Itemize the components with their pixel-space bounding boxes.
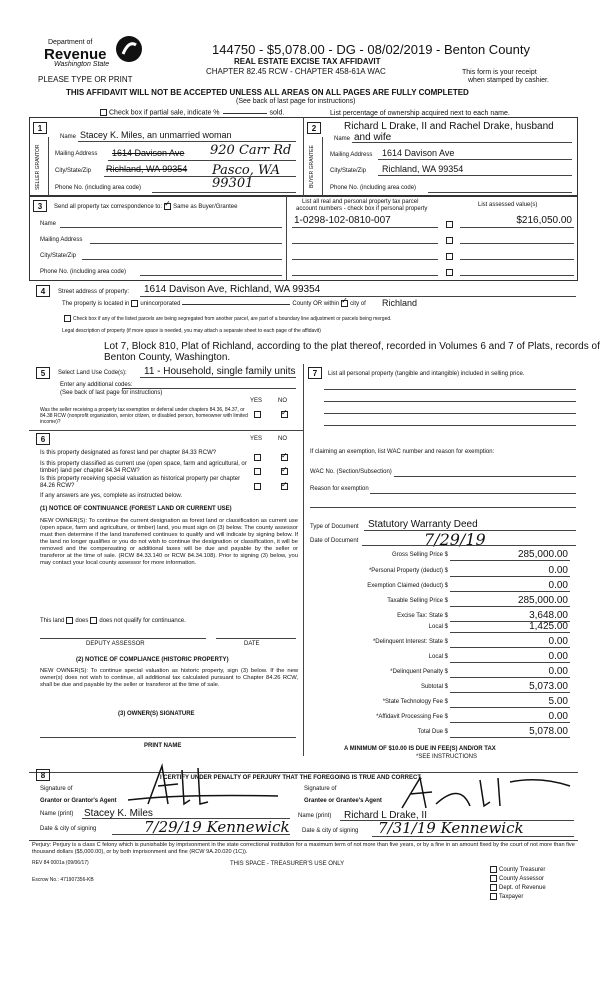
does-not-label: does not qualify for continuance. — [99, 618, 186, 625]
fee-label: Gross Selling Price $ — [391, 552, 448, 558]
section-3-number: 3 — [33, 200, 47, 212]
seller-phone-label: Phone No. (including area code) — [55, 185, 142, 191]
legal-desc-label: Legal description of property (if more space is needed, you may attach a separate sheet to each page of the affidavit) — [62, 328, 321, 334]
this-land-label: This land — [40, 618, 65, 625]
sec3-mailing-label: Mailing Address — [40, 237, 83, 243]
sec6-q3: Is this property receiving special valuation as historical property per chapter 84.26 RCW? — [40, 476, 241, 489]
seller-city-handwritten: Pasco, WA 99301 — [212, 163, 281, 191]
section-4-number: 4 — [36, 285, 50, 297]
copy-item: County Assessor — [488, 875, 544, 883]
qualifies-checkbox[interactable] — [66, 617, 73, 624]
copy-item: County Treasurer — [488, 866, 545, 874]
assessed-value-field[interactable]: $216,050.00 — [516, 215, 572, 226]
legal-desc-line1[interactable]: Lot 7, Block 810, Plat of Richland, according to the plat thereof, recorded in Volumes 6 and 7 of Plats, records of — [104, 341, 600, 352]
fee-label: Subtotal $ — [420, 684, 448, 690]
sec6-q2: Is this property classified as current use (open space, farm and agricultural, or timber) land per chapter 84.34 RCW? — [40, 461, 247, 474]
section-2-number: 2 — [307, 122, 321, 134]
street-address-field[interactable]: 1614 Davison Ave, Richland, WA 99354 — [144, 284, 321, 295]
doc-date-label: Date of Document — [310, 538, 359, 544]
receipt-note-2: when stamped by cashier. — [468, 77, 549, 84]
seller-mailing-label: Mailing Address — [55, 151, 98, 157]
personal-property-checkbox-3[interactable] — [446, 253, 453, 260]
sec3-name-label: Name — [40, 221, 57, 227]
sec3-phone-label: Phone No. (including area code) — [40, 269, 127, 275]
unincorporated-label: unincorporated — [140, 301, 181, 308]
parcel-number-field[interactable]: 1-0298-102-0810-007 — [294, 215, 391, 226]
sec6-q1-yes[interactable] — [254, 454, 261, 461]
doc-type-label: Type of Document — [310, 524, 359, 530]
segregated-row — [62, 315, 392, 322]
city-of-checkbox[interactable] — [341, 300, 348, 307]
send-correspondence-label: Send all property tax correspondence to: — [54, 204, 163, 211]
seller-mailing-handwritten: 920 Carr Rd — [210, 143, 292, 158]
form-title: REAL ESTATE EXCISE TAX AFFIDAVIT — [234, 57, 381, 66]
buyer-mailing-label: Mailing Address — [330, 152, 373, 158]
sec6-q3-yes[interactable] — [254, 483, 261, 490]
parcel-header-1: List all real and personal property tax parcel — [302, 199, 419, 205]
grantor-agent-label: Grantor or Grantor's Agent — [40, 798, 117, 804]
see-back-label-5: (See back of last page for instructions) — [60, 390, 163, 396]
fee-value[interactable]: 5.00 — [548, 696, 568, 707]
grantee-date-handwritten[interactable]: 7/31/19 Kennewick — [378, 819, 524, 837]
form-chapter: CHAPTER 82.45 RCW - CHAPTER 458-61A WAC — [206, 67, 386, 76]
sec6-q2-no[interactable] — [281, 468, 288, 475]
print-name-label: PRINT NAME — [144, 743, 182, 749]
unincorporated-checkbox[interactable] — [131, 300, 138, 307]
sec6-q1: Is this property designated as forest land per chapter 84.33 RCW? — [40, 450, 217, 456]
segregated-checkbox[interactable] — [64, 315, 71, 322]
land-use-field[interactable]: 11 - Household, single family units — [144, 366, 296, 377]
city-of-label: city of — [350, 301, 366, 308]
fee-label: Local $ — [428, 624, 448, 630]
seller-side-label: SELLER GRANTOR — [35, 144, 41, 190]
send-correspondence-row — [54, 203, 237, 211]
grantor-date-label: Date & city of signing — [40, 826, 97, 832]
personal-property-label: List all personal property (tangible and intangible) included in selling price. — [328, 371, 525, 377]
additional-codes-label: Enter any additional codes: — [60, 382, 133, 388]
fee-label: Local $ — [428, 654, 448, 660]
seller-name-field[interactable]: Stacey K. Miles, an unmarried woman — [80, 130, 232, 140]
continuance-text: NEW OWNER(S): To continue the current designation as forest land or classification as current use (open space, farm and agriculture, or timber) land, you must sign on (3) below. The county assessor must then determine if the land transferred continues to qualify and will indicate by signing below. If the land no longer qualifies or you do not wish to continue the designation or classification, it will be removed and the compensating or additional taxes will be due and payable by the seller or transferor at the time of sale. (RCW 84.33.140 or RCW 84.34.108). Prior to signing (3) below, you may contact your local county assessor for more information. — [40, 518, 298, 566]
fee-value[interactable]: 0.00 — [548, 580, 568, 591]
section-7-number: 7 — [308, 367, 322, 379]
grantor-name-field[interactable]: Stacey K. Miles — [84, 808, 153, 819]
treasurer-use-label: THIS SPACE - TREASURER'S USE ONLY — [230, 861, 345, 867]
city-field[interactable]: Richland — [382, 298, 418, 308]
min-fee-note: A MINIMUM OF $10.00 IS DUE IN FEE(S) AND/OR TAX — [344, 746, 496, 752]
fee-label: Excise Tax: State $ — [397, 613, 448, 619]
sold-label: sold. — [269, 109, 285, 117]
dor-logo — [44, 34, 154, 72]
copy-checkbox[interactable] — [490, 893, 497, 900]
buyer-city-field[interactable]: Richland, WA 99354 — [382, 164, 464, 174]
personal-property-checkbox-1[interactable] — [446, 221, 453, 228]
deputy-date-label: DATE — [244, 641, 260, 647]
buyer-name-label: Name — [334, 136, 351, 142]
buyer-name-line2[interactable]: and wife — [354, 132, 392, 143]
doc-date-handwritten[interactable]: 7/29/19 — [424, 530, 486, 549]
see-back-note: (See back of last page for instructions) — [236, 98, 356, 105]
this-land-row — [40, 617, 186, 625]
section-8-number: 8 — [36, 769, 50, 781]
section-1-number: 1 — [33, 122, 47, 134]
section-5-number: 5 — [36, 367, 50, 379]
segregated-label: Check box if any of the listed parcels are being segregated from another parcel, are part of a boundary line adjustment or parcels being merged. — [73, 315, 392, 322]
sec6-yes-label: YES — [250, 436, 263, 442]
buyer-phone-label: Phone No. (including area code) — [330, 185, 417, 191]
fee-value[interactable]: 0.00 — [548, 666, 568, 677]
grantee-signature[interactable] — [380, 772, 580, 812]
same-as-buyer-checkbox[interactable] — [164, 203, 171, 210]
fee-label: *Affidavit Processing Fee $ — [376, 714, 448, 720]
does-label: does — [75, 618, 89, 625]
personal-property-checkbox-2[interactable] — [446, 237, 453, 244]
partial-sale-checkbox[interactable] — [100, 109, 107, 116]
fee-label: *Delinquent Penalty $ — [390, 669, 448, 675]
located-row — [62, 300, 366, 308]
fee-value[interactable]: 1,425.00 — [529, 621, 568, 632]
copy-checkbox[interactable] — [490, 866, 497, 873]
personal-property-checkbox-4[interactable] — [446, 269, 453, 276]
fee-value[interactable]: 0.00 — [548, 651, 568, 662]
fee-value[interactable]: 285,000.00 — [517, 549, 568, 560]
doc-type-field[interactable]: Statutory Warranty Deed — [368, 519, 478, 530]
owner-signature-title: (3) OWNER(S) SIGNATURE — [118, 711, 195, 717]
fee-value[interactable]: 5,073.00 — [529, 681, 568, 692]
grantee-name-label: Name (print) — [298, 813, 332, 819]
fee-label: *Delinquent Interest: State $ — [372, 639, 448, 645]
wac-label: WAC No. (Section/Subsection) — [310, 469, 392, 475]
assessed-header: List assessed value(s) — [478, 202, 538, 208]
fee-label: *State Technology Fee $ — [382, 699, 448, 705]
fee-value[interactable]: 0.00 — [548, 636, 568, 647]
sec6-q3-no[interactable] — [281, 483, 288, 490]
sec5-q1-no[interactable] — [281, 411, 288, 418]
same-as-buyer-label: Same as Buyer/Grantee — [173, 204, 238, 211]
copy-item: Taxpayer — [488, 893, 523, 901]
fee-value[interactable]: 0.00 — [548, 711, 568, 722]
sec5-q1-yes[interactable] — [254, 411, 261, 418]
grantee-name-field[interactable]: Richard L Drake, II — [344, 810, 427, 821]
revenue-label: Revenue — [44, 46, 107, 63]
copy-checkbox[interactable] — [490, 884, 497, 891]
fee-value[interactable]: 5,078.00 — [529, 726, 568, 737]
seller-mailing-field[interactable]: 1614 Davison Ave — [112, 148, 185, 158]
sec5-no-label: NO — [278, 398, 287, 404]
legal-desc-line2[interactable]: Benton County, Washington. — [104, 352, 231, 363]
reason-label: Reason for exemption — [310, 486, 369, 492]
grantee-sig-label: Signature of — [304, 786, 337, 792]
copy-checkbox[interactable] — [490, 875, 497, 882]
certify-statement: I CERTIFY UNDER PENALTY OF PERJURY THAT THE FOREGOING IS TRUE AND CORRECT. — [160, 775, 423, 781]
buyer-mailing-field[interactable]: 1614 Davison Ave — [382, 148, 455, 158]
grantee-agent-label: Grantee or Grantee's Agent — [304, 798, 382, 804]
rev-number: REV 84 0001a (09/06/17) — [32, 860, 89, 866]
street-label: Street address of property: — [58, 289, 130, 295]
parcel-header-2: account numbers - check box if personal property — [296, 206, 428, 212]
historic-text: NEW OWNER(S): To continue special valuation as historic property, sign (3) below. If the new owner(s) does not wish to continue, all additional tax calculated pursuant to Chapter 84.26 RCW, shall be due and payable by the seller or transferor at the time of sale. — [40, 668, 298, 688]
grantor-sig-label: Signature of — [40, 786, 73, 792]
not-qualify-checkbox[interactable] — [90, 617, 97, 624]
land-use-label: Select Land Use Code(s): — [58, 370, 127, 376]
sec6-q2-yes[interactable] — [254, 468, 261, 475]
fee-label: *Personal Property (deduct) $ — [368, 568, 448, 574]
historic-title: (2) NOTICE OF COMPLIANCE (HISTORIC PROPERTY) — [76, 657, 229, 663]
copy-item: Dept. of Revenue — [488, 884, 546, 892]
seller-name-label: Name — [60, 134, 77, 140]
located-label: The property is located in — [62, 301, 130, 308]
fee-label: Total Due $ — [417, 729, 448, 735]
grantor-date-handwritten[interactable]: 7/29/19 Kennewick — [144, 818, 290, 836]
grantor-name-label: Name (print) — [40, 811, 74, 817]
sec5-q1: Was the seller receiving a property tax exemption or deferral under chapters 84.36, 84.37, or 84.38 RCW (nonprofit organization, senior citizen, or disabled person, homeowner with limited income)? — [40, 407, 248, 425]
fee-value[interactable]: 0.00 — [548, 565, 568, 576]
buyer-name-line1[interactable]: Richard L Drake, II and Rachel Drake, husband — [344, 121, 554, 132]
buyer-side-label: BUYER GRANTEE — [309, 145, 315, 189]
seller-city-label: City/State/Zip — [55, 168, 92, 174]
recording-stamp: 144750 - $5,078.00 - DG - 08/02/2019 - Benton County — [212, 42, 530, 57]
exemption-label: If claiming an exemption, list WAC number and reason for exemption: — [310, 449, 495, 455]
fee-label: Exemption Claimed (deduct) $ — [367, 583, 448, 589]
seller-city-field[interactable]: Richland, WA 99354 — [106, 164, 188, 174]
fee-value[interactable]: 3,648.00 — [529, 610, 568, 621]
notice: THIS AFFIDAVIT WILL NOT BE ACCEPTED UNLESS ALL AREAS ON ALL PAGES ARE FULLY COMPLETED — [66, 88, 469, 97]
dor-emblem-icon — [114, 34, 144, 64]
grantee-date-label: Date & city of signing — [302, 828, 359, 834]
buyer-city-label: City/State/Zip — [330, 168, 367, 174]
see-instructions-note: *SEE INSTRUCTIONS — [416, 754, 478, 760]
perjury-notice: Perjury: Perjury is a class C felony which is punishable by imprisonment in the state correctional institution for a maximum term of not more than five years, or by a fine in an amount fixed by the court of not more than five thousand dollars ($5,000.00), or by both imprisonment and fine (RCW 9A.20.020 (1C)). — [32, 842, 575, 855]
list-pct-note: List percentage of ownership acquired next to each name. — [330, 110, 510, 117]
sec3-city-label: City/State/Zip — [40, 253, 77, 259]
receipt-note-1: This form is your receipt — [462, 69, 537, 76]
grantor-signature[interactable] — [118, 760, 288, 810]
wa-state-label: Washington State — [54, 61, 110, 68]
sec5-yes-label: YES — [250, 398, 263, 404]
escrow-number: Escrow No.: 471907356-KB — [32, 877, 94, 883]
print-note: PLEASE TYPE OR PRINT — [38, 75, 133, 84]
sec6-no-label: NO — [278, 436, 287, 442]
deputy-assessor-label: DEPUTY ASSESSOR — [86, 641, 145, 647]
sec6-note: If any answers are yes, complete as instructed below. — [40, 493, 183, 499]
county-or-label: County OR within — [292, 301, 340, 308]
partial-sale-label: Check box if partial sale, indicate % — [109, 109, 220, 117]
dept-of-label: Department of — [48, 39, 93, 46]
fee-label: Taxable Selling Price $ — [387, 598, 448, 604]
fee-value[interactable]: 285,000.00 — [517, 595, 568, 606]
continuance-title: (1) NOTICE OF CONTINUANCE (FOREST LAND OR CURRENT USE) — [40, 506, 232, 512]
section-6-number: 6 — [36, 433, 50, 445]
sec6-q1-no[interactable] — [281, 454, 288, 461]
